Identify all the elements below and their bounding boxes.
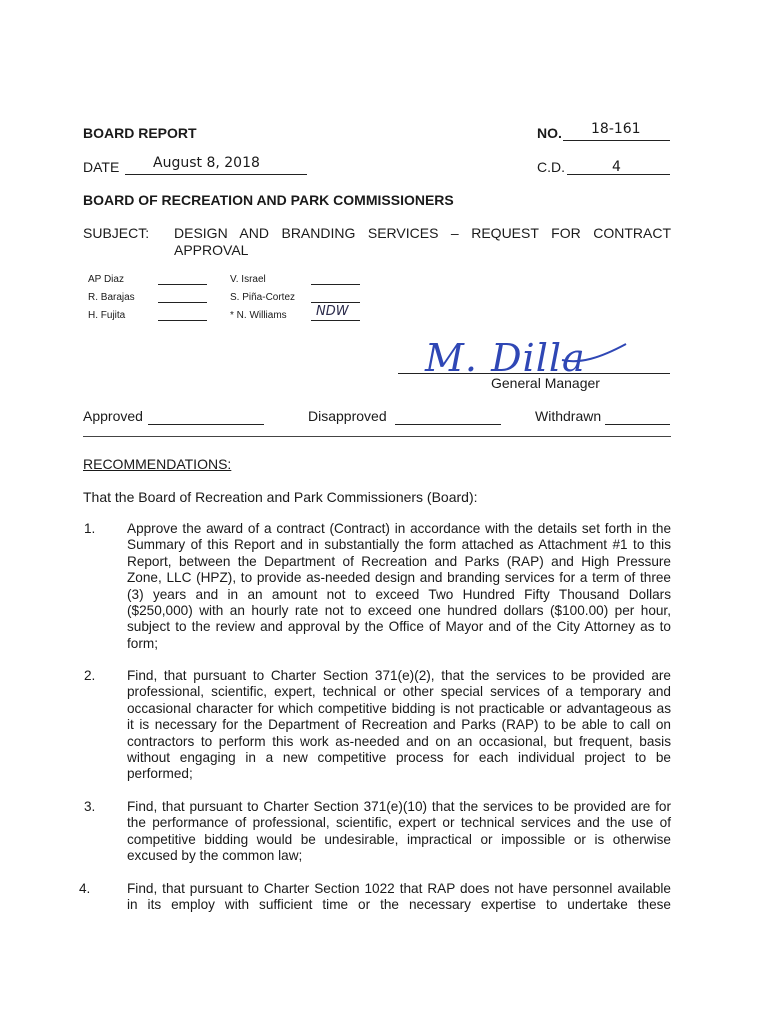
item-text-line: excused by the common law; (127, 848, 303, 864)
commissioner-name: R. Barajas (88, 292, 135, 303)
recommendations-intro: That the Board of Recreation and Park Commissioners (Board): (83, 489, 478, 505)
signature-line (398, 373, 670, 374)
signature-flourish (560, 338, 630, 368)
approval-line (158, 320, 207, 321)
item-text-line: it is necessary for the Department of Recreation and Parks (RAP) to be able to call on (127, 717, 671, 733)
item-text-line: Find, that pursuant to Charter Section 371(e)(10) that the services to be provided are for (127, 799, 671, 814)
item-text-line: ($250,000) with an hourly rate not to exceed one hundred dollars ($100.00) per hour, (127, 603, 671, 618)
item-text-line: (3) years and in an amount not to exceed Two Hundred Fifty Thousand Dollars (127, 586, 671, 602)
withdrawn-label: Withdrawn (535, 408, 602, 424)
item-text-line: form; (127, 635, 158, 651)
item-text-line: subject to the review and approval by the Office of Mayor and of the City Attorney as to (127, 619, 671, 635)
general-manager-title: General Manager (491, 375, 600, 391)
section-divider (83, 436, 671, 437)
commissioner-name: AP Diaz (88, 274, 124, 285)
report-number-label: NO. (537, 125, 562, 141)
subject-label: SUBJECT: (83, 225, 150, 241)
report-title: BOARD REPORT (83, 125, 197, 141)
recommendations-heading: RECOMMENDATIONS: (83, 456, 232, 472)
item-text-line: Summary of this Report and in substantially the form attached as Attachment #1 to this (127, 537, 671, 553)
item-text-line: Approve the award of a contract (Contract) in accordance with the details set forth in the (127, 521, 671, 536)
disapproved-label: Disapproved (308, 408, 387, 424)
item-text-line: without engaging in a new competitive process for each individual project to be (127, 750, 671, 765)
item-text-line: in its employ with sufficient time or the necessary expertise to undertake these (127, 897, 671, 913)
item-text-line: Report, between the Department of Recreation and Parks (RAP) and High Pressure (127, 553, 671, 569)
subject-line-1: DESIGN AND BRANDING SERVICES – REQUEST FOR CONTRACT (174, 225, 671, 241)
report-number-value: 18-161 (591, 121, 641, 137)
commissioner-name: H. Fujita (88, 310, 126, 321)
date-value: August 8, 2018 (153, 155, 260, 171)
approved-label: Approved (83, 408, 143, 424)
report-number-line (563, 140, 670, 141)
council-district-value: 4 (612, 159, 621, 175)
board-name: BOARD OF RECREATION AND PARK COMMISSIONERS (83, 192, 454, 208)
item-text-line: professional, scientific, expert, technical or other special services of a temporary and (127, 684, 671, 700)
initials-mark: NDW (316, 304, 349, 319)
item-number: 2. (84, 668, 96, 683)
council-district-label: C.D. (537, 159, 565, 175)
item-number: 4. (79, 881, 91, 896)
approval-line (158, 284, 207, 285)
approval-line (158, 302, 207, 303)
item-text-line: performed; (127, 766, 193, 782)
item-text-line: competitive bidding would be undesirable, impractical or impossible or is otherwise (127, 831, 671, 847)
item-text-line: the performance of professional, scientific, expert or technical services and the use of (127, 815, 671, 831)
approval-line (311, 320, 360, 321)
date-label: DATE (83, 159, 120, 175)
disapproved-line (395, 424, 501, 425)
item-text-line: Find, that pursuant to Charter Section 371(e)(2), that the services to be provided are (127, 668, 671, 683)
item-text-line: Zone, LLC (HPZ), to provide as-needed design and branding services for a term of three (127, 570, 671, 586)
item-number: 3. (84, 799, 96, 814)
approved-line (148, 424, 264, 425)
date-line (125, 174, 307, 175)
subject-line-2: APPROVAL (174, 242, 249, 258)
item-number: 1. (84, 521, 96, 536)
approval-line (311, 284, 360, 285)
withdrawn-line (605, 424, 670, 425)
commissioner-name: S. Piña-Cortez (230, 292, 296, 303)
general-manager-signature: M. Dilla (425, 336, 586, 380)
item-text-line: Find, that pursuant to Charter Section 1022 that RAP does not have personnel available (127, 881, 671, 896)
approval-line (311, 302, 360, 303)
item-text-line: occasional character for which competitive bidding is not practicable or advantageous as (127, 700, 671, 716)
commissioner-name: V. Israel (230, 274, 266, 285)
item-text-line: contractors to perform this work as-needed and on an occasional, but frequent, basis (127, 733, 671, 749)
commissioner-name: * N. Williams (230, 310, 287, 321)
